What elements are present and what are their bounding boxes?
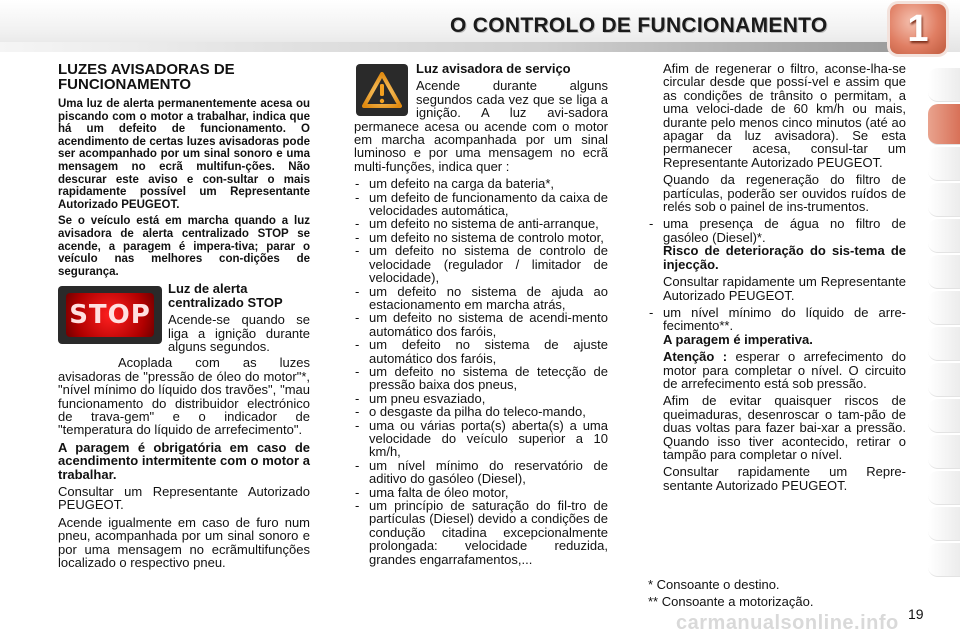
side-tab-5[interactable] — [928, 255, 960, 289]
list-item: - um defeito no sistema de ajuda ao estacionamento em marcha atrás, — [354, 285, 608, 312]
side-tab-8[interactable] — [928, 363, 960, 397]
side-tab-0[interactable] — [928, 68, 960, 102]
list-item: - um defeito no sistema de acendi-mento automático dos faróis, — [354, 311, 608, 338]
side-tab-12[interactable] — [928, 507, 960, 541]
attention-text: esperar o arrefecimento do motor para completar o nível. O circuito de arrefecimento está sob pressão. — [663, 349, 906, 391]
list-item: - uma falta de óleo motor, — [354, 486, 608, 499]
list-item: - um defeito no sistema de anti-arranque, — [354, 217, 608, 230]
list-item: - um defeito no sistema de ajuste automático dos faróis, — [354, 338, 608, 365]
stop-paragraph-4: Acende igualmente em caso de furo num pneu, acompanhada por um sinal sonoro e por uma mensagem no ecrãmultifunções localizado o respectivo pneu. — [58, 514, 310, 571]
watermark: carmanualsonline.info — [676, 612, 899, 634]
list-item: - um defeito na carga da bateria*, — [354, 177, 608, 190]
side-tab-6[interactable] — [928, 291, 960, 325]
intro-paragraph: Uma luz de alerta permanentemente acesa ou piscando com o motor a trabalhar, indica que há um defeito de funcionamento. O acendimento de certas luzes avisadoras pode ser acompanhado por um sinal sonoro e uma mensagem no ecrã multifun-ções. Não descurar este aviso e con-sultar o mais rapidamente possível um Representante Autorizado PEUGEOT. — [58, 98, 310, 211]
column-left — [58, 62, 310, 573]
stop-warning-icon — [58, 286, 162, 344]
footnotes — [648, 576, 906, 610]
burn-risk-paragraph: Afim de evitar quaisquer riscos de queimaduras, desenroscar o tam-pão de duas voltas para fazer bai-xar a pressão. Quando isso tiver acontecido, retirar o tampão para completar o nível. — [663, 393, 906, 462]
side-tabs — [928, 68, 960, 579]
list-item: - o desgaste da pilha do teleco-mando, — [354, 405, 608, 418]
service-list — [354, 177, 608, 566]
regeneration-noise-paragraph: Quando da regeneração do filtro de partículas, poderão ser ouvidos ruídos de relés sob o painel de ins-trumentos. — [663, 172, 906, 215]
regeneration-paragraph: Afim de regenerar o filtro, aconse-lha-se circular desde que possí-vel e assim que as condições de trânsito o permitam, a uma veloci-dade de 60 km/h ou mais, durante pelo menos cinco minutos (até ao apagar da luz avisadora). Se esta permanecer acesa, consul-tar um Representante Autorizado PEUGEOT. — [663, 61, 906, 170]
water-list — [648, 217, 906, 244]
risk-warning: Risco de deterioração do sis-tema de injecção. — [663, 243, 906, 272]
header-band — [0, 42, 910, 52]
page-number: 19 — [908, 606, 924, 622]
list-item: - um defeito de funcionamento da caixa de velocidades automática, — [354, 191, 608, 218]
list-item: - um princípio de saturação do fil-tro de partículas (Diesel) devido a condições de condução citadina excepcionalmente prolongada: velocidade reduzida, grandes engarrafamentos,... — [354, 499, 608, 566]
list-item: - um nível mínimo do reservatório de aditivo do gasóleo (Diesel), — [354, 459, 608, 486]
service-title: Luz avisadora de serviço — [416, 61, 571, 76]
footnote-destination: * Consoante o destino. — [648, 577, 780, 592]
attention-paragraph — [648, 350, 906, 390]
side-tab-13[interactable] — [928, 543, 960, 577]
stop-intro-paragraph: Se o veículo está em marcha quando a luz avisadora de alerta centralizado STOP se acende, a paragem é impera-tiva; parar o veículo nas melhores con-dições de segurança. — [58, 215, 310, 278]
stop-paragraph-3: Consultar um Representante Autorizado PEUGEOT. — [58, 484, 310, 513]
list-item: - um defeito no sistema de tetecção de pressão baixa dos pneus, — [354, 365, 608, 392]
side-tab-10[interactable] — [928, 435, 960, 469]
list-item-coolant: - um nível mínimo do líquido de arre-fecimento**. — [648, 306, 906, 333]
side-tab-7[interactable] — [928, 327, 960, 361]
list-item-water: - uma presença de água no filtro de gasóleo (Diesel)*. — [648, 217, 906, 244]
chapter-number: 1 — [907, 8, 929, 50]
side-tab-4[interactable] — [928, 219, 960, 253]
stop-paragraph-2: Acoplada com as luzes avisadoras de "pressão de óleo do motor"*, "nível mínimo do líquido dos travões", "mau funcionamento do distribuidor electrónico de trava-gem" e o indicador de "temperatura do líquido de arrefecimento". — [58, 355, 310, 438]
stop-bold-paragraph: A paragem é obrigatória em caso de acendimento intermitente com o motor a trabalhar. — [58, 439, 310, 482]
column-middle — [354, 62, 608, 566]
footnote-engine: ** Consoante a motorização. — [648, 594, 814, 609]
service-paragraph: Acende durante alguns segundos cada vez que se liga a ignição. A luz avi-sadora permanece acesa ou acende com o motor em marcha acompanhada por um sinal luminoso e por uma mensagem no ecrã multi-funções, indica quer : — [354, 78, 608, 174]
side-tab-active[interactable] — [928, 104, 960, 145]
stop-icon-text: STOP — [69, 299, 151, 330]
list-item: - um pneu esvaziado, — [354, 392, 608, 405]
consult-paragraph: Consultar rapidamente um Representante Autorizado PEUGEOT. — [663, 274, 906, 303]
side-tab-2[interactable] — [928, 147, 960, 181]
consult-final-paragraph: Consultar rapidamente um Repre-sentante Autorizado PEUGEOT. — [663, 464, 906, 493]
stop-imperative: A paragem é imperativa. — [663, 331, 813, 347]
coolant-list — [648, 306, 906, 333]
side-tab-3[interactable] — [928, 183, 960, 217]
attention-label: Atenção : — [663, 349, 728, 365]
list-item: - um defeito no sistema de controlo de velocidade (regulador / limitador de velocidade), — [354, 244, 608, 284]
list-item: - uma ou várias porta(s) aberta(s) a uma velocidade do veículo superior a 10 km/h, — [354, 419, 608, 459]
page-title: O CONTROLO DE FUNCIONAMENTO — [450, 14, 828, 37]
section-heading: LUZES AVISADORAS DE FUNCIONAMENTO — [58, 61, 235, 93]
stop-title: Luz de alerta centralizado STOP — [168, 281, 283, 310]
chapter-badge[interactable] — [890, 4, 946, 54]
warning-triangle-icon — [356, 64, 408, 116]
stop-paragraph-1: Acende-se quando se liga a ignição durante alguns segundos. — [168, 312, 310, 354]
column-right — [648, 62, 906, 496]
side-tab-11[interactable] — [928, 471, 960, 505]
side-tab-9[interactable] — [928, 399, 960, 433]
list-item: - um defeito no sistema de controlo motor, — [354, 231, 608, 244]
